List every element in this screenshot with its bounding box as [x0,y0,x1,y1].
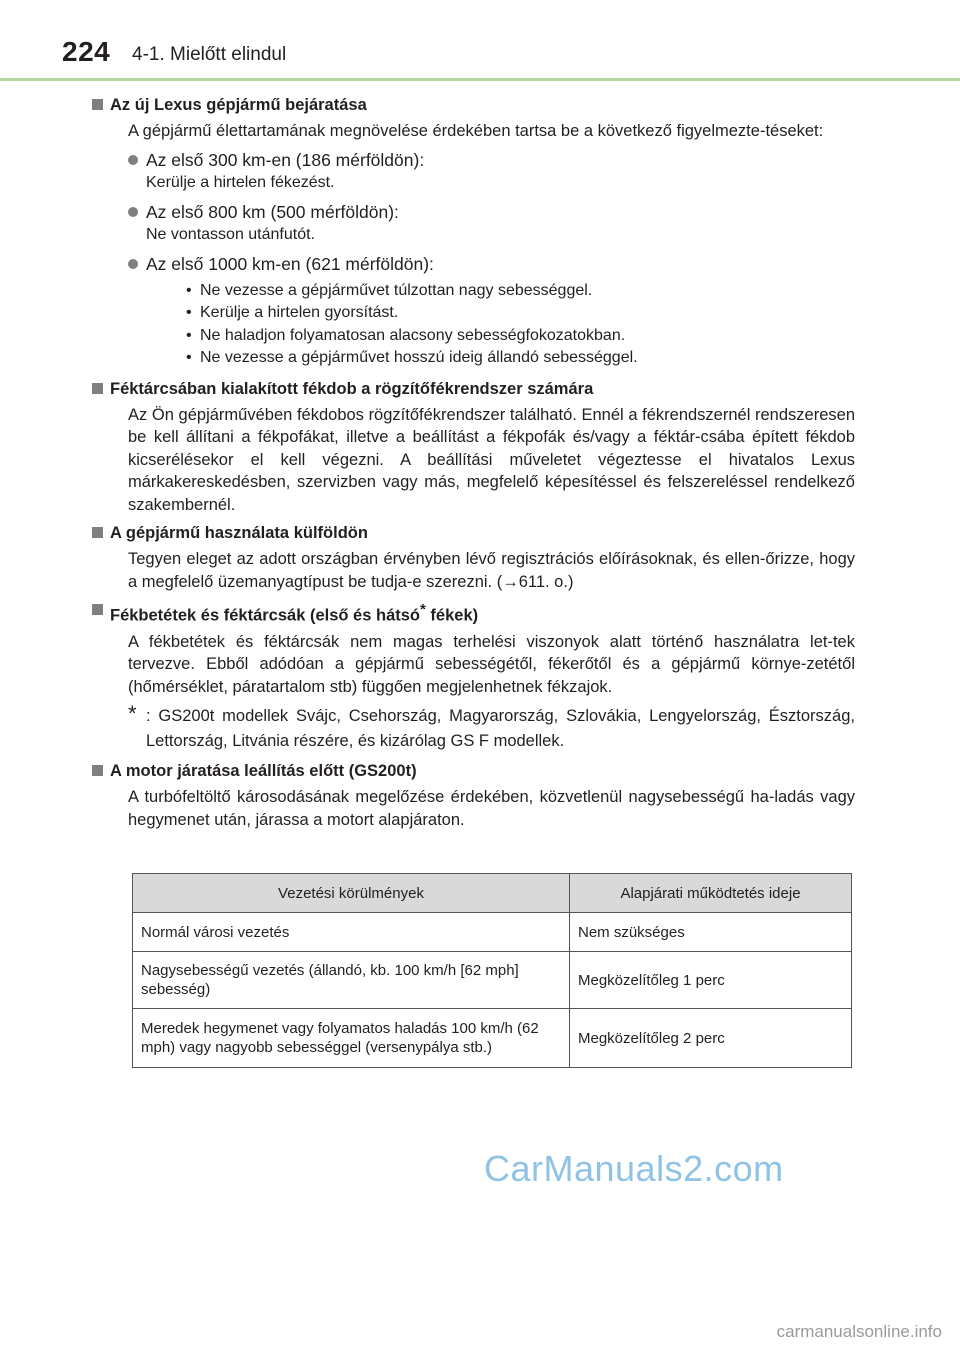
section-text: A gépjármű élettartamának megnövelése érdekében tartsa be a következő figyelmezte-téseket: [128,122,824,140]
table-row [133,1009,852,1068]
circle-bullet-icon [128,259,138,269]
footnote-marker: * [420,601,426,618]
section-engine-idle [110,760,855,831]
list-item: Az első 1000 km-en (621 mérföldön): • Ne vezesse a gépjárművet túlzottan nagy sebességgel. • Kerülje a hirtelen gyorsítást. • Ne haladjon folyamatosan alacsony sebességfokozatokban. • Ne vezesse a gépjárművet hosszú ideig állandó sebességgel. [128,253,855,370]
circle-bullet-icon [128,155,138,165]
table-cell: Nagysebességű vezetés (állandó, kb. 100 km/h [62 mph] sebesség) [133,952,570,1009]
table-cell: Meredek hegymenet vagy folyamatos haladás 100 km/h (62 mph) vagy nagyobb sebességgel (versenypálya stb.) [133,1009,570,1068]
square-bullet-icon [92,527,103,538]
table-cell: Megközelítőleg 2 perc [570,1009,852,1068]
list-item: Az első 300 km-en (186 mérföldön): Kerülje a hirtelen fékezést. [128,149,855,193]
list-item: Az első 800 km (500 mérföldön): Ne vontasson utánfutót. [128,201,855,245]
circle-bullet-icon [128,207,138,217]
square-bullet-icon [92,383,103,394]
column-header: Vezetési körülmények [133,874,570,913]
sub-list-item: • Ne haladjon folyamatosan alacsony sebességfokozatokban. [186,325,855,348]
sub-bullet-list [186,280,855,370]
sub-list-item: • Ne vezesse a gépjárművet túlzottan nagy sebességgel. [186,280,855,303]
square-bullet-icon [92,765,103,776]
square-bullet-icon [92,604,103,615]
watermark: CarManuals2.com [484,1148,784,1189]
table-row [133,913,852,952]
sub-list-item: • Kerülje a hirtelen gyorsítást. [186,302,855,325]
chapter-title: 4-1. Mielőtt elindul [132,44,287,65]
asterisk-icon: * [128,701,137,726]
section-title: Féktárcsában kialakított fékdob a rögzítőfékrendszer számára [92,378,855,400]
section-abroad [110,522,855,593]
table-row [133,952,852,1009]
section-title: Fékbetétek és féktárcsák (első és hátsó* fékek) [92,599,855,627]
section-text: Tegyen eleget az adott országban érvényben lévő regisztrációs előírásoknak, és ellen-őrizze, hogy a megfelelő üzemanyagtípust be tudja-e szerezni. (→611. o.) [128,550,855,591]
section-break-in [110,94,855,370]
idle-time-table [132,873,852,1068]
sub-list-item: • Ne vezesse a gépjárművet hosszú ideig állandó sebességgel. [186,347,855,370]
section-title: Az új Lexus gépjármű bejáratása [92,94,855,116]
bullet-list [128,149,855,370]
section-text: A fékbetétek és féktárcsák nem magas terhelési viszonyok alatt történő használatra let-tek tervezve. Ebből adódóan a gépjármű sebességétől, fékerőtől és a gépjármű környe-zetétől (hőmérséklet, páratartalom stb) függően megjelenhetnek fékzajok. [128,632,855,696]
section-title: A motor járatása leállítás előtt (GS200t) [92,760,855,782]
footer-watermark: carmanualsonline.info [776,1322,942,1341]
column-header: Alapjárati működtetés ideje [570,874,852,913]
page-content [110,92,855,837]
section-text: Az Ön gépjárművében fékdobos rögzítőfékrendszer található. Ennél a fékrendszernél rendszeresen be kell állítani a fékpofákat, illetve a beállítást a fékpofák és/vagy a féktár-csába épített fékdob kicserélésekor el kell végezni. A beállítási műveletet végeztesse el hivatalos Lexus márkakereskedésben, szervizben vagy más, megfelelő képesítéssel és felszereléssel rendelkező szakembernél. [128,405,855,514]
page-number: 224 [62,36,111,67]
header-divider [0,78,960,81]
table-header-row [133,874,852,913]
section-brake-pads [110,599,855,754]
section-parking-brake [110,378,855,517]
section-title: A gépjármű használata külföldön [92,522,855,544]
footnote: * : GS200t modellek Svájc, Csehország, Magyarország, Szlovákia, Lengyelország, Észtország, Lettország, Litvánia részére, és kizárólag GS F modellek. [128,701,855,750]
section-text: A turbófeltöltő károsodásának megelőzése érdekében, közvetlenül nagysebességű ha-ladás vagy hegymenet után, járassa a motort alapjáraton. [128,788,855,829]
page-header [0,0,960,80]
table-cell: Megközelítőleg 1 perc [570,952,852,1009]
table-cell: Nem szükséges [570,913,852,952]
square-bullet-icon [92,99,103,110]
table-cell: Normál városi vezetés [133,913,570,952]
